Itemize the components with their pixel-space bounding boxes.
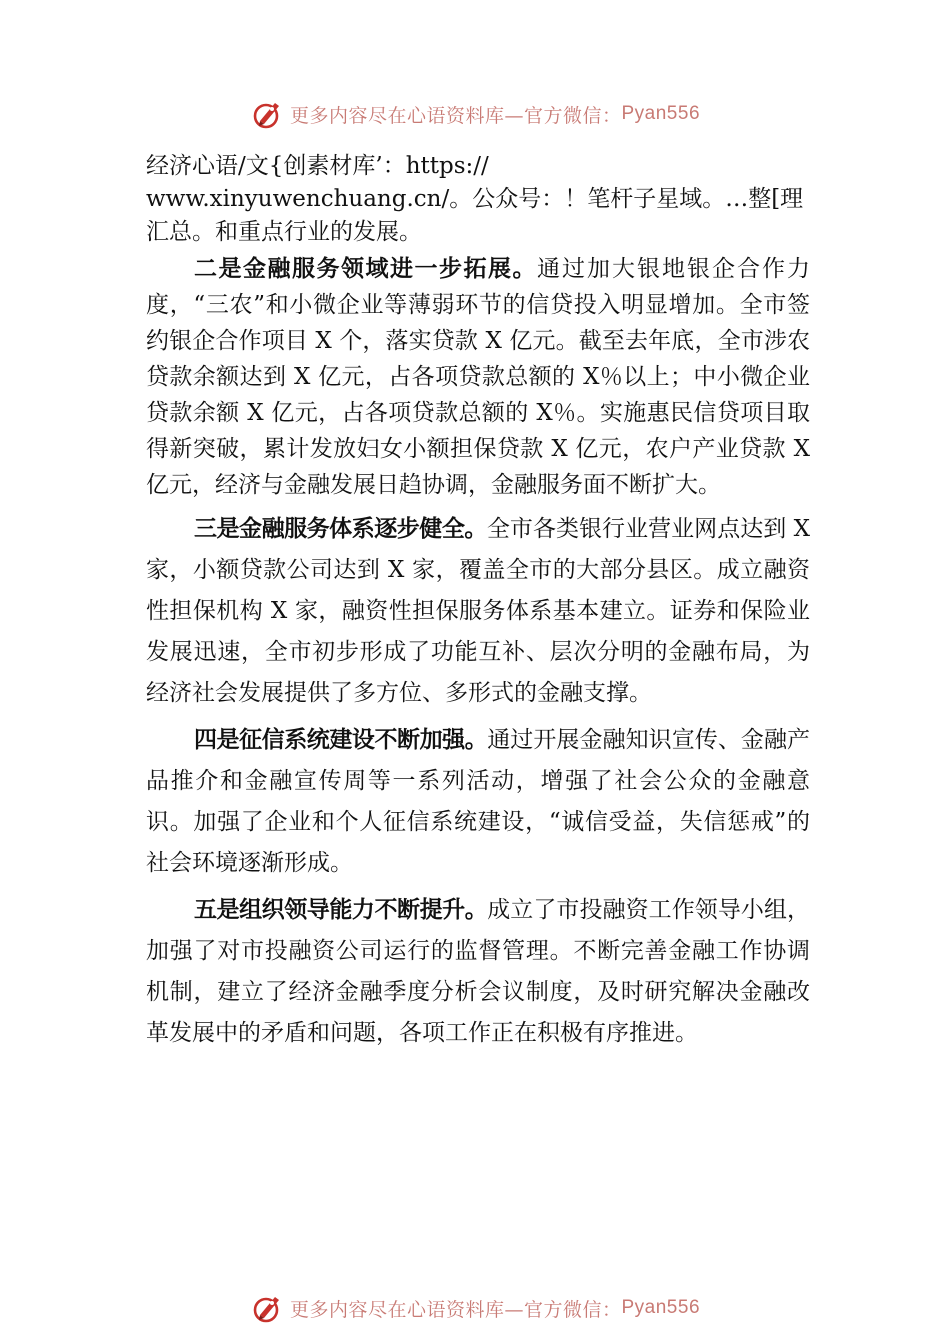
- paragraph-body: 全市各类银行业营业网点达到 X 家，小额贷款公司达到 X 家，覆盖全市的大部分县区。成立融资性担保机构 X 家，融资性担保服务体系基本建立。证券和保险业发展迅速，全市初步形成了功能互补、层次分明的金融布局，为经济社会发展提供了多方位、多形式的金融支撑。: [146, 516, 811, 706]
- paragraph-leadership: [146, 890, 810, 1054]
- paragraph-lead: 五是组织领导能力不断提升。: [194, 897, 488, 923]
- paragraph-body: 成立了市投融资工作领导小组，加强了对市投融资公司运行的监督管理。不断完善金融工作协调机制，建立了经济金融季度分析会议制度，及时研究解决金融改革发展中的矛盾和问题，各项工作正在积极有序推进。: [146, 897, 811, 1046]
- banner-wechat-id: Pyan556: [621, 103, 701, 124]
- document-body: [146, 150, 826, 1054]
- paragraph-credit-system: [146, 720, 810, 884]
- banner-wechat-id: Pyan556: [621, 1297, 701, 1318]
- footer-banner: [0, 1288, 950, 1328]
- banner-text: 更多内容尽在心语资料库—官方微信：: [289, 1298, 622, 1321]
- header-line: 汇总。和重点行业的发展。: [146, 219, 422, 245]
- paragraph-lead: 三是金融服务体系逐步健全。: [194, 516, 487, 542]
- header-line: www.xinyuwenchuang.cn/。公众号：！笔杆子星域。…整[理: [146, 186, 804, 212]
- paragraph-lead: 四是征信系统建设不断加强。: [194, 727, 488, 753]
- paragraph-finance-service-expansion: [146, 251, 810, 503]
- pen-logo-icon: [250, 1290, 286, 1326]
- pen-logo-icon: [250, 96, 286, 132]
- header-line: 经济心语/文{创素材库’：https://: [146, 153, 489, 179]
- banner-text: 更多内容尽在心语资料库—官方微信：: [289, 104, 622, 127]
- paragraph-lead: 二是金融服务领域进一步拓展。: [194, 256, 537, 282]
- paragraph-finance-system: [146, 509, 810, 714]
- paragraph-body: 通过开展金融知识宣传、金融产品推介和金融宣传周等一系列活动，增强了社会公众的金融意识。加强了企业和个人征信系统建设，“诚信受益，失信惩戒”的社会环境逐渐形成。: [146, 727, 811, 876]
- header-banner: [0, 94, 950, 134]
- paragraph-body: 通过加大银地银企合作力度，“三农”和小微企业等薄弱环节的信贷投入明显增加。全市签约银企合作项目 X 个，落实贷款 X 亿元。截至去年底，全市涉农贷款余额达到 X 亿元，占各项贷款总额的 X％以上；中小微企业贷款余额 X 亿元，占各项贷款总额的 X％。实施惠民信贷项目取得新突破，累计发放妇女小额担保贷款 X 亿元，农户产业贷款 X 亿元，经济与金融发展日趋协调，金融服务面不断扩大。: [146, 256, 810, 498]
